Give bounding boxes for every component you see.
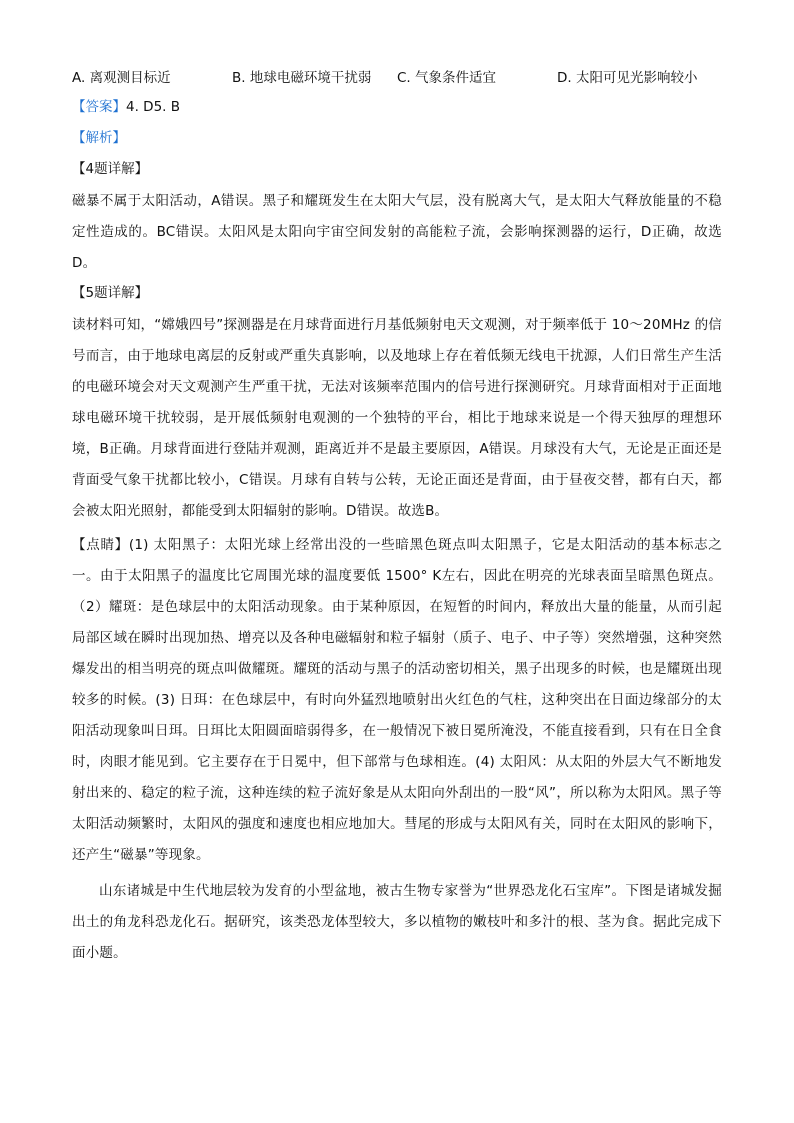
tips-explanation: 【点睛】(1) 太阳黑子：太阳光球上经常出没的一些暗黑色斑点叫太阳黑子，它是太阳活动的基本标志之一。由于太阳黑子的温度比它周围光球的温度要低 1500° K左右，因此在明亮的光球表面呈暗黑色斑点。（2）耀斑：是色球层中的太阳活动现象。由于某种原因，在短暂的时间内，释放出大量的能量，从而引起局部区域在瞬时出现加热、增亮以及各种电磁辐射和粒子辐射（质子、电子、中子等）突然增强，这种突然爆发出的相当明亮的斑点叫做耀斑。耀斑的活动与黑子的活动密切相关，黑子出现多的时候，也是耀斑出现较多的时候。(3) 日珥：在色球层中，有时向外猛烈地喷射出火红色的气柱，这种突出在日面边缘部分的太阳活动现象叫日珥。日珥比太阳圆面暗弱得多，在一般情况下被日冕所淹没，不能直接看到，只有在日全食时，肉眼才能见到。它主要存在于日冕中，但下部常与色球相连。(4) 太阳风：从太阳的外层大气不断地发射出来的、稳定的粒子流，这种连续的粒子流好象是从太阳向外刮出的一股“风”，所以称为太阳风。黑子等太阳活动频繁时，太阳风的强度和速度也相应地加大。彗尾的形成与太阳风有关，同时在太阳风的影响下，还产生“磁暴”等现象。 — [72, 537, 722, 863]
option-d: D. 太阳可见光影响较小 — [557, 70, 698, 86]
analysis-tag: 【解析】 — [72, 130, 126, 146]
option-c: C. 气象条件适宜 — [397, 70, 497, 86]
answer-line — [72, 96, 180, 118]
q5-heading: 【5题详解】 — [72, 285, 149, 301]
answer-tag: 【答案】 — [72, 99, 126, 115]
q4-heading: 【4题详解】 — [72, 161, 149, 177]
option-b: B. 地球电磁环境干扰弱 — [232, 70, 372, 86]
passage-text: 山东诸城是中生代地层较为发育的小型盆地，被古生物专家誉为“世界恐龙化石宝库”。下图是诸城发掘出土的角龙科恐龙化石。据研究，该类恐龙体型较大，多以植物的嫩枝叶和多汁的根、茎为食。据此完成下面小题。 — [72, 883, 722, 961]
q5-explanation: 读材料可知，“嫦娥四号”探测器是在月球背面进行月基低频射电天文观测，对于频率低于 10～20MHz 的信号而言，由于地球电离层的反射或严重失真影响，以及地球上存在着低频无线电干扰源，人们日常生产生活的电磁环境会对天文观测产生严重干扰，无法对该频率范围内的信号进行探测研究。月球背面相对于正面地球电磁环境干扰较弱，是开展低频射电观测的一个独特的平台，相比于地球来说是一个得天独厚的理想环境，B正确。月球背面进行登陆并观测，距离近并不是最主要原因，A错误。月球没有大气，无论是正面还是背面受气象干扰都比较小，C错误。月球有自转与公转，无论正面还是背面，由于昼夜交替，都有白天，都会被太阳光照射，都能受到太阳辐射的影响。D错误。故选B。 — [72, 317, 722, 519]
option-a: A. 离观测目标近 — [72, 70, 171, 86]
answer-text: 4. D5. B — [126, 99, 180, 115]
q4-explanation: 磁暴不属于太阳活动，A错误。黑子和耀斑发生在太阳大气层，没有脱离大气，是太阳大气释放能量的不稳定性造成的。BC错误。太阳风是太阳向宇宙空间发射的高能粒子流，会影响探测器的运行，D正确，故选D。 — [72, 193, 722, 271]
answer-options — [72, 66, 732, 88]
